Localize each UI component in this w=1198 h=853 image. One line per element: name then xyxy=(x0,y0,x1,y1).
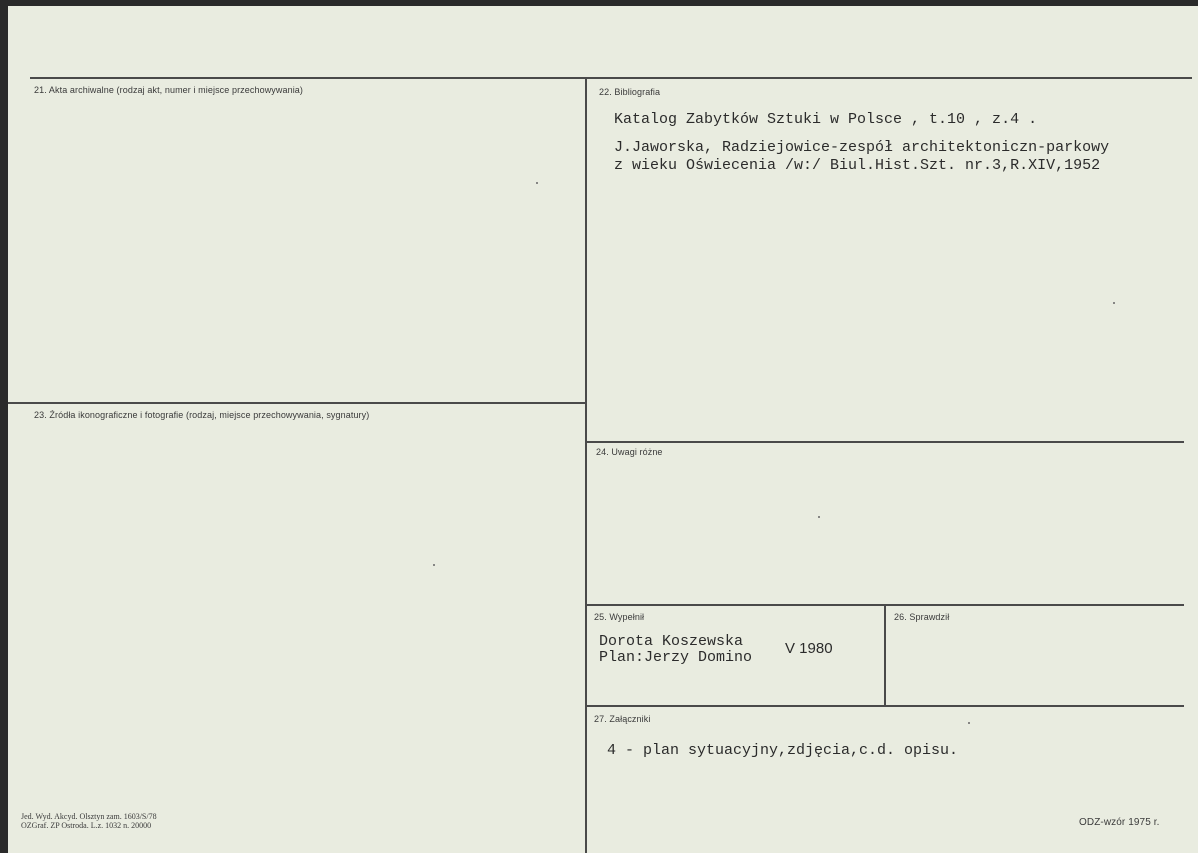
field-26-label: 26. Sprawdził xyxy=(894,612,950,622)
center-divider xyxy=(585,77,587,853)
form-code: ODZ-wzór 1975 r. xyxy=(1079,817,1160,828)
bibliography-line-2: J.Jaworska, Radziejowice-zespół architektoniczn-parkowy xyxy=(614,139,1110,156)
filled-by-name: Dorota Koszewska xyxy=(599,633,744,650)
filled-date: V 1980 xyxy=(785,640,833,657)
field-25-label: 25. Wypełnił xyxy=(594,612,645,622)
speck xyxy=(968,722,970,724)
rule-25-27 xyxy=(586,705,1184,707)
speck xyxy=(433,564,435,566)
field-24-label: 24. Uwagi różne xyxy=(596,447,663,457)
field-21-label: 21. Akta archiwalne (rodzaj akt, numer i miejsce przechowywania) xyxy=(34,85,304,95)
field-22-label: 22. Bibliografia xyxy=(599,87,661,97)
record-card xyxy=(8,6,1198,853)
field-23-label: 23. Źródła ikonograficzne i fotografie (rodzaj, miejsce przechowywania, sygnatury) xyxy=(34,410,370,420)
attachments-text: 4 - plan sytuacyjny,zdjęcia,c.d. opisu. xyxy=(607,742,959,759)
rule-21-23 xyxy=(8,402,586,404)
speck xyxy=(536,182,538,184)
imprint-line-2: OZGraf. ZP Ostroda. L.z. 1032 n. 20000 xyxy=(21,821,152,830)
top-rule xyxy=(30,77,1192,79)
bibliography-line-1: Katalog Zabytków Sztuki w Polsce , t.10 , z.4 . xyxy=(614,111,1038,128)
divider-25-26 xyxy=(884,604,886,705)
speck xyxy=(818,516,820,518)
plan-by-name: Plan:Jerzy Domino xyxy=(599,649,753,666)
speck xyxy=(1113,302,1115,304)
bibliography-line-3: z wieku Oświecenia /w:/ Biul.Hist.Szt. nr.3,R.XIV,1952 xyxy=(614,157,1101,174)
imprint-line-1: Jed. Wyd. Akcyd. Olsztyn zam. 1603/S/78 xyxy=(21,812,157,821)
rule-22-24 xyxy=(586,441,1184,443)
field-27-label: 27. Załączniki xyxy=(594,714,651,724)
